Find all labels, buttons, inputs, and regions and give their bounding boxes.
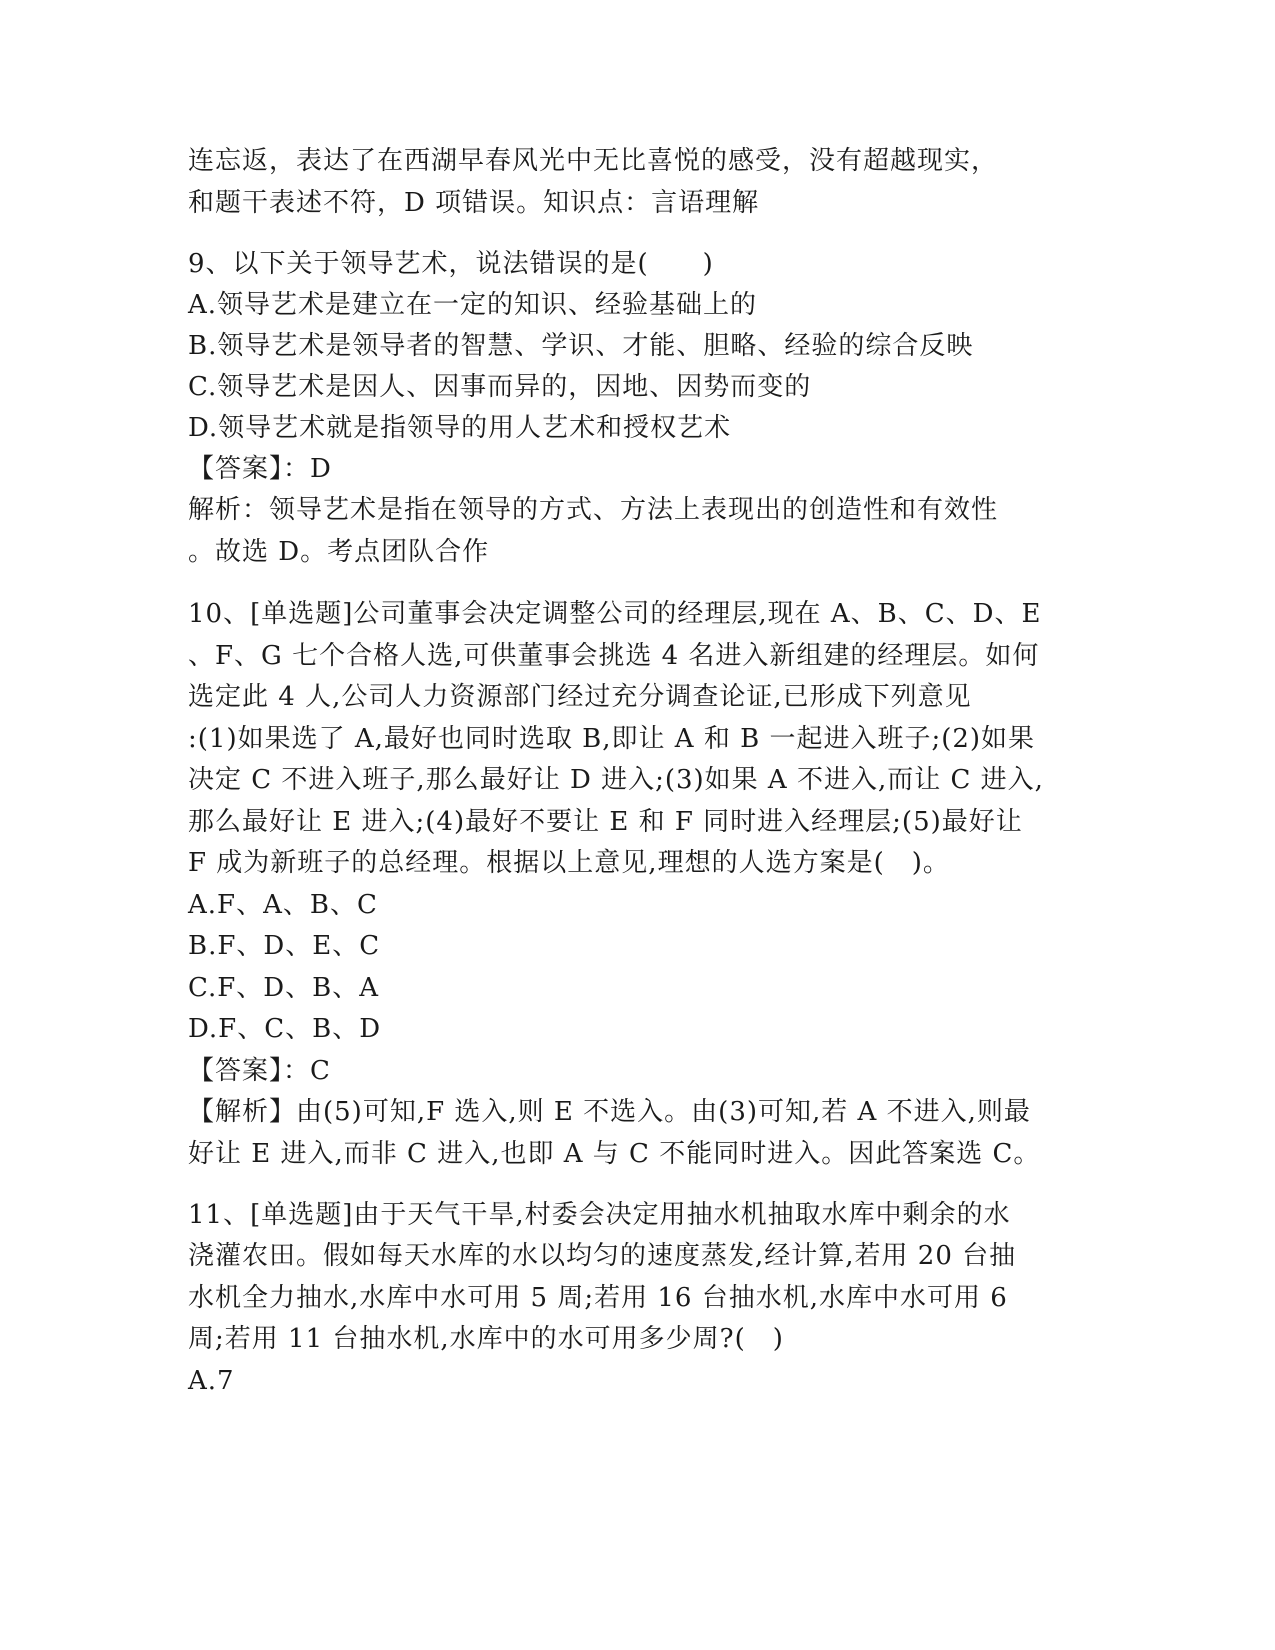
q9-option-c: C.领导艺术是因人、因事而异的，因地、因势而变的 [188, 372, 812, 402]
q9-stem: 9、以下关于领导艺术，说法错误的是( ) [188, 249, 714, 279]
q9-analysis-line-1: 解析：领导艺术是指在领导的方式、方法上表现出的创造性和有效性 [188, 495, 999, 525]
q9-option-a: A.领导艺术是建立在一定的知识、经验基础上的 [188, 290, 758, 320]
q10-option-c: C.F、D、B、A [188, 973, 380, 1003]
q8-analysis-line-1: 连忘返，表达了在西湖早春风光中无比喜悦的感受，没有超越现实， [188, 146, 999, 176]
q10-stem-line-3: 选定此 4 人,公司人力资源部门经过充分调查论证,已形成下列意见 [188, 682, 972, 712]
q10-stem-line-7: F 成为新班子的总经理。根据以上意见,理想的人选方案是( )。 [188, 848, 950, 878]
q11-option-a: A.7 [188, 1366, 235, 1396]
q9-option-d: D.领导艺术就是指领导的用人艺术和授权艺术 [188, 413, 732, 443]
q10-stem-line-4: :(1)如果选了 A,最好也同时选取 B,即让 A 和 B 一起进入班子;(2)如果 [188, 724, 1036, 754]
q10-stem-line-1: 10、[单选题]公司董事会决定调整公司的经理层,现在 A、B、C、D、E [188, 599, 1042, 629]
q10-answer: 【答案】：C [188, 1056, 331, 1086]
q11-stem-line-1: 11、[单选题]由于天气干旱,村委会决定用抽水机抽取水库中剩余的水 [188, 1200, 1011, 1230]
q10-stem-line-2: 、F、G 七个合格人选,可供董事会挑选 4 名进入新组建的经理层。如何 [188, 641, 1040, 671]
q11-stem-line-4: 周;若用 11 台抽水机,水库中的水可用多少周?( ) [188, 1324, 784, 1354]
q10-option-b: B.F、D、E、C [188, 931, 381, 961]
q10-analysis-line-1: 【解析】由(5)可知,F 选入,则 E 不选入。由(3)可知,若 A 不进入,则最 [188, 1097, 1031, 1127]
q10-option-a: A.F、A、B、C [188, 890, 378, 920]
q10-option-d: D.F、C、B、D [188, 1014, 382, 1044]
q11-stem-line-3: 水机全力抽水,水库中水可用 5 周;若用 16 台抽水机,水库中水可用 6 [188, 1283, 1008, 1313]
q9-answer: 【答案】：D [188, 454, 332, 484]
q9-analysis-line-2: 。故选 D。考点团队合作 [188, 537, 490, 567]
q10-stem-line-5: 决定 C 不进入班子,那么最好让 D 进入;(3)如果 A 不进入,而让 C 进入, [188, 765, 1044, 795]
q8-analysis-line-2: 和题干表述不符，D 项错误。知识点：言语理解 [188, 188, 760, 218]
q10-analysis-line-2: 好让 E 进入,而非 C 进入,也即 A 与 C 不能同时进入。因此答案选 C。 [188, 1139, 1041, 1169]
q9-option-b: B.领导艺术是领导者的智慧、学识、才能、胆略、经验的综合反映 [188, 331, 974, 361]
q10-stem-line-6: 那么最好让 E 进入;(4)最好不要让 E 和 F 同时进入经理层;(5)最好让 [188, 807, 1023, 837]
q11-stem-line-2: 浇灌农田。假如每天水库的水以均匀的速度蒸发,经计算,若用 20 台抽 [188, 1241, 1017, 1271]
